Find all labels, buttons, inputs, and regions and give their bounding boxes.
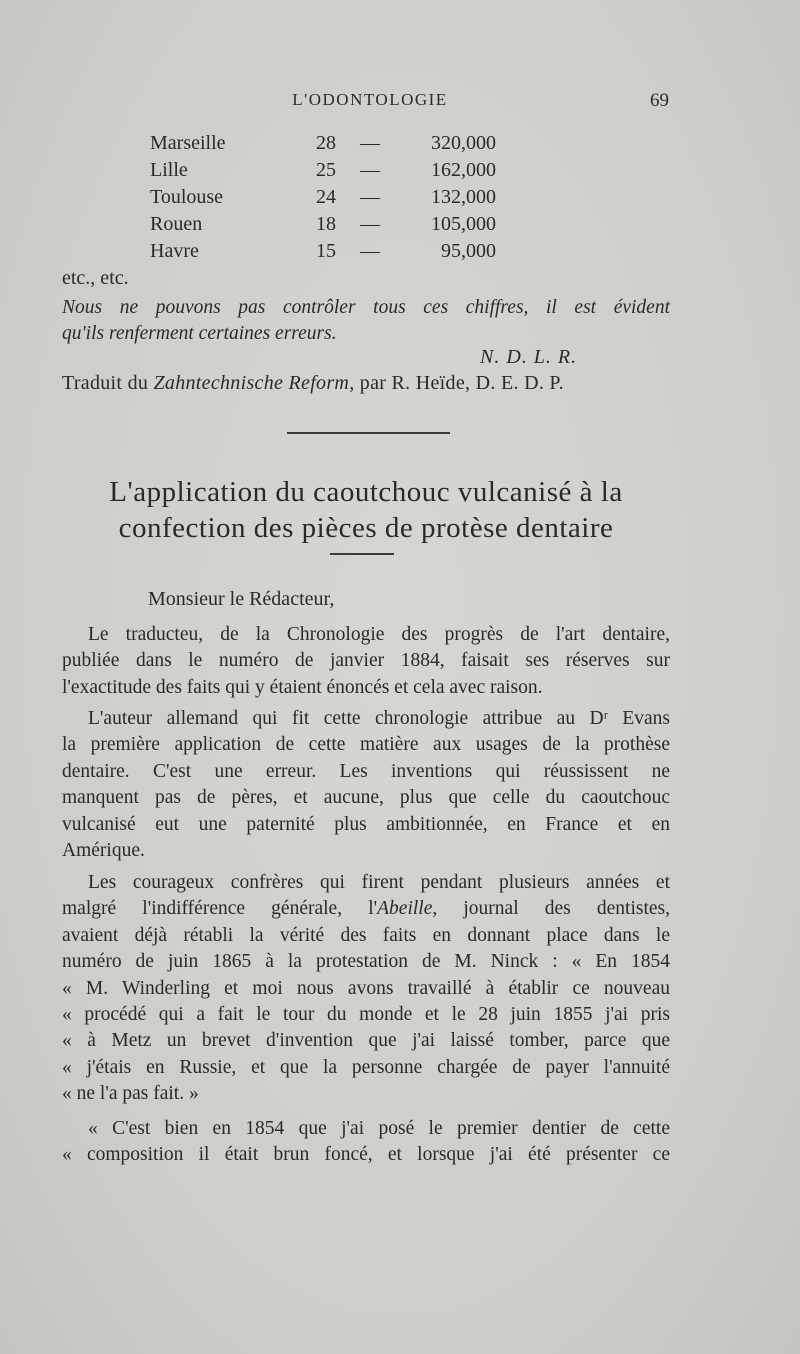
text-line: manquent pas de pères, et aucune, plus que celle du caoutchouc [62, 787, 670, 809]
title-line: L'application du caoutchouc vulcanisé à la [109, 476, 623, 508]
text-line: dentaire. C'est une erreur. Les inventions qui réussissent ne [62, 760, 670, 782]
credit-prefix: Traduit du [62, 372, 154, 394]
text-line: « M. Winderling et moi nous avons travaillé à établir ce nouveau [62, 977, 670, 999]
text-line: « C'est bien en 1854 que j'ai posé le premier dentier de cette [88, 1118, 670, 1139]
table-row [0, 213, 800, 241]
dash: — [360, 186, 380, 208]
dash: — [360, 213, 380, 235]
city-count: 18 [316, 213, 336, 235]
title-rule [330, 553, 394, 555]
city-count: 15 [316, 240, 336, 262]
table-row [0, 132, 800, 160]
dash: — [360, 240, 380, 262]
credit-source: Zahntechnische Reform [153, 372, 350, 394]
city-count: 25 [316, 159, 336, 181]
text-line: « procédé qui a fait le tour du monde et le 28 juin 1855 j'ai pris [62, 1003, 670, 1025]
text-line: publiée dans le numéro de janvier 1884, faisait ses réserves sur [62, 650, 670, 672]
paragraph-3 [62, 870, 670, 1108]
city-value: 132,000 [431, 186, 496, 208]
text-line: L'auteur allemand qui fit cette chronologie attribue au Dʳ Evans [88, 708, 670, 729]
city-value: 95,000 [441, 240, 496, 262]
text-line: vulcanisé eut une paternité plus ambitionnée, en France et en [62, 813, 670, 835]
running-title: L'ODONTOLOGIE [292, 90, 448, 109]
salutation: Monsieur le Rédacteur, [148, 588, 335, 610]
city-value: 162,000 [431, 159, 496, 181]
note-line: Nous ne pouvons pas contrôler tous ces chiffres, il est évident [62, 297, 670, 318]
city-count: 24 [316, 186, 336, 208]
city-name: Havre [150, 240, 199, 262]
text-line [62, 896, 670, 922]
article-title [60, 474, 672, 546]
text-segment: malgré l'indifférence générale, l' [62, 898, 378, 920]
translation-credit [62, 372, 564, 395]
text-line: numéro de juin 1865 à la protestation de M. Ninck : « En 1854 [62, 951, 670, 973]
dash: — [360, 132, 380, 154]
text-line: Amérique. [62, 839, 145, 861]
text-line: « à Metz un brevet d'invention que j'ai laissé tomber, parce que [62, 1030, 670, 1052]
table-row [0, 159, 800, 187]
note-line: qu'ils renferment certaines erreurs. [62, 323, 337, 345]
text-line: Le traducteu, de la Chronologie des progrès de l'art dentaire, [88, 624, 670, 645]
title-line: confection des pièces de protèse dentaire [118, 512, 614, 544]
journal-name: Abeille [377, 898, 433, 920]
page-number: 69 [650, 90, 669, 111]
city-name: Marseille [150, 132, 226, 154]
note-signature: N. D. L. R. [480, 346, 578, 368]
text-segment: , journal des dentistes, [432, 898, 670, 920]
city-count: 28 [316, 132, 336, 154]
text-line: « ne l'a pas fait. » [62, 1083, 199, 1105]
text-line: la première application de cette matière aux usages de la prothèse [62, 734, 670, 756]
city-name: Toulouse [150, 186, 224, 208]
table-row [0, 240, 800, 268]
section-separator [287, 432, 450, 434]
city-value: 105,000 [431, 213, 496, 235]
city-name: Rouen [150, 213, 203, 235]
paragraph-2 [62, 706, 670, 864]
paragraph-4 [62, 1116, 670, 1169]
table-row [0, 186, 800, 214]
city-name: Lille [150, 159, 188, 181]
text-line: l'exactitude des faits qui y étaient énoncés et cela avec raison. [62, 676, 543, 698]
dash: — [360, 159, 380, 181]
paragraph-1 [62, 622, 670, 701]
etc-text: etc., etc. [62, 267, 129, 289]
city-value: 320,000 [431, 132, 496, 154]
text-line: « composition il était brun foncé, et lorsque j'ai été présenter ce [62, 1144, 670, 1166]
credit-suffix: , par R. Heïde, D. E. D. P. [349, 372, 564, 394]
editor-note [62, 295, 670, 348]
text-line: Les courageux confrères qui firent pendant plusieurs années et [88, 872, 670, 893]
text-line: avaient déjà rétabli la vérité des faits en donnant place dans le [62, 924, 670, 946]
text-line: « j'étais en Russie, et que la personne chargée de payer l'annuité [62, 1056, 670, 1078]
